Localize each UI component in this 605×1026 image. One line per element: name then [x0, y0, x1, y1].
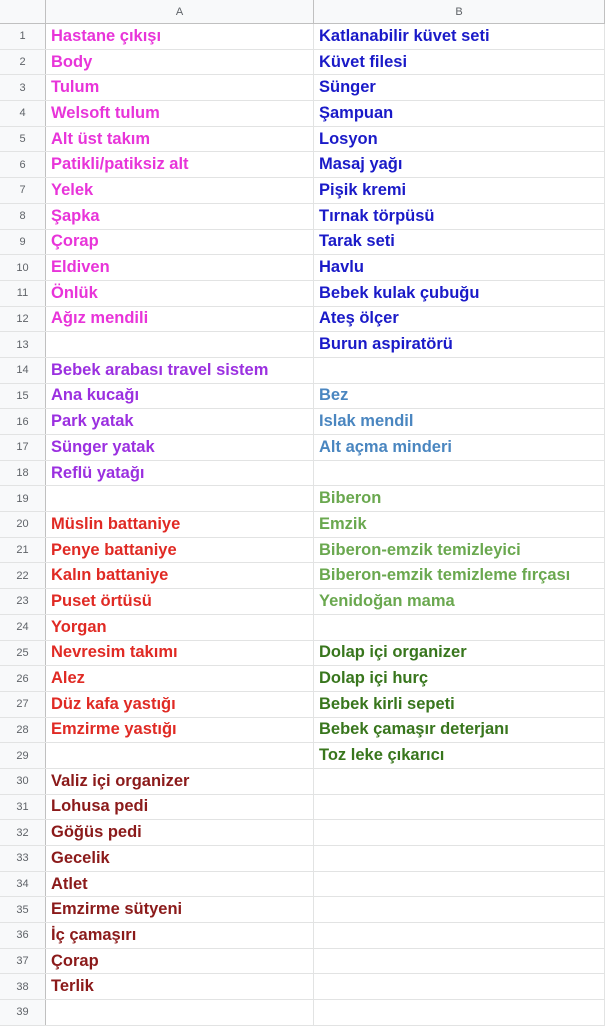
cell-b[interactable]: Burun aspiratörü — [314, 332, 605, 357]
table-row — [0, 281, 605, 307]
select-all-corner[interactable] — [0, 0, 46, 23]
table-row — [0, 563, 605, 589]
table-row — [0, 974, 605, 1000]
table-row — [0, 384, 605, 410]
cell-a[interactable]: Valiz içi organizer — [46, 769, 314, 794]
row-number[interactable]: 13 — [0, 332, 46, 357]
cell-b[interactable]: Tırnak törpüsü — [314, 204, 605, 229]
row-number[interactable]: 4 — [0, 101, 46, 126]
cell-b[interactable] — [314, 358, 605, 383]
cell-b[interactable] — [314, 615, 605, 640]
table-row — [0, 512, 605, 538]
table-row — [0, 795, 605, 821]
row-number[interactable]: 39 — [0, 1000, 46, 1025]
cell-a[interactable]: Park yatak — [46, 409, 314, 434]
row-number[interactable]: 36 — [0, 923, 46, 948]
cell-b[interactable]: Katlanabilir küvet seti — [314, 24, 605, 49]
cell-a[interactable]: Düz kafa yastığı — [46, 692, 314, 717]
row-number[interactable]: 21 — [0, 538, 46, 563]
cell-a[interactable]: Sünger yatak — [46, 435, 314, 460]
table-row — [0, 178, 605, 204]
cell-a[interactable]: Reflü yatağı — [46, 461, 314, 486]
row-number[interactable]: 30 — [0, 769, 46, 794]
table-row — [0, 230, 605, 256]
cell-b[interactable] — [314, 923, 605, 948]
cell-b[interactable]: Losyon — [314, 127, 605, 152]
table-row — [0, 949, 605, 975]
table-row — [0, 409, 605, 435]
column-header-a[interactable]: A — [46, 0, 314, 23]
row-number[interactable]: 29 — [0, 743, 46, 768]
row-number[interactable]: 12 — [0, 307, 46, 332]
cell-b[interactable]: Sünger — [314, 75, 605, 100]
table-row — [0, 204, 605, 230]
cell-a[interactable]: Puset örtüsü — [46, 589, 314, 614]
row-number[interactable]: 35 — [0, 897, 46, 922]
row-number[interactable]: 15 — [0, 384, 46, 409]
cell-a[interactable]: Alt üst takım — [46, 127, 314, 152]
cell-b[interactable] — [314, 846, 605, 871]
table-row — [0, 332, 605, 358]
cell-b[interactable]: Küvet filesi — [314, 50, 605, 75]
table-row — [0, 769, 605, 795]
table-row — [0, 358, 605, 384]
column-header-b[interactable]: B — [314, 0, 605, 23]
cell-b[interactable]: Havlu — [314, 255, 605, 280]
row-number[interactable]: 6 — [0, 152, 46, 177]
cell-b[interactable]: Bebek çamaşır deterjanı — [314, 718, 605, 743]
row-number[interactable]: 14 — [0, 358, 46, 383]
table-row — [0, 743, 605, 769]
cell-a[interactable]: Göğüs pedi — [46, 820, 314, 845]
cell-a[interactable]: Terlik — [46, 974, 314, 999]
table-row — [0, 50, 605, 76]
row-number[interactable]: 8 — [0, 204, 46, 229]
cell-a[interactable]: Welsoft tulum — [46, 101, 314, 126]
cell-a[interactable]: Nevresim takımı — [46, 641, 314, 666]
cell-b[interactable] — [314, 820, 605, 845]
cell-a[interactable]: Ana kucağı — [46, 384, 314, 409]
cell-b[interactable]: Yenidoğan mama — [314, 589, 605, 614]
table-row — [0, 615, 605, 641]
cell-a[interactable]: Müslin battaniye — [46, 512, 314, 537]
cell-b[interactable]: Bebek kulak çubuğu — [314, 281, 605, 306]
table-row — [0, 435, 605, 461]
row-number[interactable]: 38 — [0, 974, 46, 999]
table-row — [0, 872, 605, 898]
row-number[interactable]: 5 — [0, 127, 46, 152]
table-row — [0, 718, 605, 744]
cell-b[interactable]: Pişik kremi — [314, 178, 605, 203]
cell-b[interactable] — [314, 974, 605, 999]
row-number[interactable]: 32 — [0, 820, 46, 845]
row-number[interactable]: 34 — [0, 872, 46, 897]
row-number[interactable]: 28 — [0, 718, 46, 743]
row-number[interactable]: 37 — [0, 949, 46, 974]
cell-b[interactable] — [314, 769, 605, 794]
cell-a[interactable]: Emzirme sütyeni — [46, 897, 314, 922]
table-row — [0, 75, 605, 101]
row-number[interactable]: 25 — [0, 641, 46, 666]
table-row — [0, 923, 605, 949]
table-row — [0, 127, 605, 153]
cell-b[interactable]: Ateş ölçer — [314, 307, 605, 332]
table-row — [0, 24, 605, 50]
row-number[interactable]: 11 — [0, 281, 46, 306]
cell-b[interactable] — [314, 461, 605, 486]
cell-b[interactable] — [314, 1000, 605, 1025]
cell-b[interactable]: Islak mendil — [314, 409, 605, 434]
cell-a[interactable] — [46, 1000, 314, 1025]
cell-a[interactable] — [46, 486, 314, 511]
row-number[interactable]: 10 — [0, 255, 46, 280]
column-header-row — [0, 0, 605, 24]
cell-a[interactable]: Tulum — [46, 75, 314, 100]
cell-a[interactable]: Yorgan — [46, 615, 314, 640]
row-number[interactable]: 19 — [0, 486, 46, 511]
table-row — [0, 846, 605, 872]
table-row — [0, 255, 605, 281]
cell-b[interactable] — [314, 949, 605, 974]
cell-b[interactable]: Biberon — [314, 486, 605, 511]
cell-a[interactable]: Patikli/patiksiz alt — [46, 152, 314, 177]
cell-a[interactable]: Emzirme yastığı — [46, 718, 314, 743]
cell-b[interactable]: Şampuan — [314, 101, 605, 126]
row-number[interactable]: 1 — [0, 24, 46, 49]
row-number[interactable]: 7 — [0, 178, 46, 203]
cell-b[interactable]: Toz leke çıkarıcı — [314, 743, 605, 768]
cell-b[interactable] — [314, 795, 605, 820]
row-number[interactable]: 9 — [0, 230, 46, 255]
table-row — [0, 152, 605, 178]
row-number[interactable]: 2 — [0, 50, 46, 75]
table-row — [0, 589, 605, 615]
cell-a[interactable]: Lohusa pedi — [46, 795, 314, 820]
cell-b[interactable]: Tarak seti — [314, 230, 605, 255]
cell-a[interactable]: Alez — [46, 666, 314, 691]
cell-b[interactable]: Alt açma minderi — [314, 435, 605, 460]
cell-b[interactable]: Biberon-emzik temizleme fırçası — [314, 563, 605, 588]
cell-a[interactable]: Şapka — [46, 204, 314, 229]
cell-a[interactable] — [46, 743, 314, 768]
cell-a[interactable]: Atlet — [46, 872, 314, 897]
cell-b[interactable] — [314, 897, 605, 922]
table-row — [0, 641, 605, 667]
cell-grid — [0, 24, 605, 1026]
cell-a[interactable]: Yelek — [46, 178, 314, 203]
table-row — [0, 538, 605, 564]
cell-a[interactable]: Kalın battaniye — [46, 563, 314, 588]
row-number[interactable]: 20 — [0, 512, 46, 537]
cell-b[interactable]: Masaj yağı — [314, 152, 605, 177]
cell-a[interactable]: Ağız mendili — [46, 307, 314, 332]
cell-b[interactable]: Dolap içi hurç — [314, 666, 605, 691]
table-row — [0, 1000, 605, 1026]
cell-b[interactable]: Biberon-emzik temizleyici — [314, 538, 605, 563]
row-number[interactable]: 3 — [0, 75, 46, 100]
cell-a[interactable]: Bebek arabası travel sistem — [46, 358, 314, 383]
cell-b[interactable]: Emzik — [314, 512, 605, 537]
table-row — [0, 486, 605, 512]
table-row — [0, 461, 605, 487]
table-row — [0, 307, 605, 333]
row-number[interactable]: 16 — [0, 409, 46, 434]
cell-a[interactable]: İç çamaşırı — [46, 923, 314, 948]
row-number[interactable]: 33 — [0, 846, 46, 871]
row-number[interactable]: 22 — [0, 563, 46, 588]
cell-a[interactable]: Hastane çıkışı — [46, 24, 314, 49]
row-number[interactable]: 18 — [0, 461, 46, 486]
cell-a[interactable]: Penye battaniye — [46, 538, 314, 563]
table-row — [0, 692, 605, 718]
cell-a[interactable]: Eldiven — [46, 255, 314, 280]
cell-b[interactable]: Bez — [314, 384, 605, 409]
table-row — [0, 101, 605, 127]
cell-a[interactable] — [46, 332, 314, 357]
cell-b[interactable] — [314, 872, 605, 897]
cell-a[interactable]: Önlük — [46, 281, 314, 306]
row-number[interactable]: 24 — [0, 615, 46, 640]
row-number[interactable]: 23 — [0, 589, 46, 614]
cell-a[interactable]: Gecelik — [46, 846, 314, 871]
row-number[interactable]: 31 — [0, 795, 46, 820]
table-row — [0, 666, 605, 692]
row-number[interactable]: 27 — [0, 692, 46, 717]
row-number[interactable]: 17 — [0, 435, 46, 460]
cell-b[interactable]: Dolap içi organizer — [314, 641, 605, 666]
cell-b[interactable]: Bebek kirli sepeti — [314, 692, 605, 717]
cell-a[interactable]: Body — [46, 50, 314, 75]
table-row — [0, 897, 605, 923]
cell-a[interactable]: Çorap — [46, 949, 314, 974]
table-row — [0, 820, 605, 846]
row-number[interactable]: 26 — [0, 666, 46, 691]
cell-a[interactable]: Çorap — [46, 230, 314, 255]
